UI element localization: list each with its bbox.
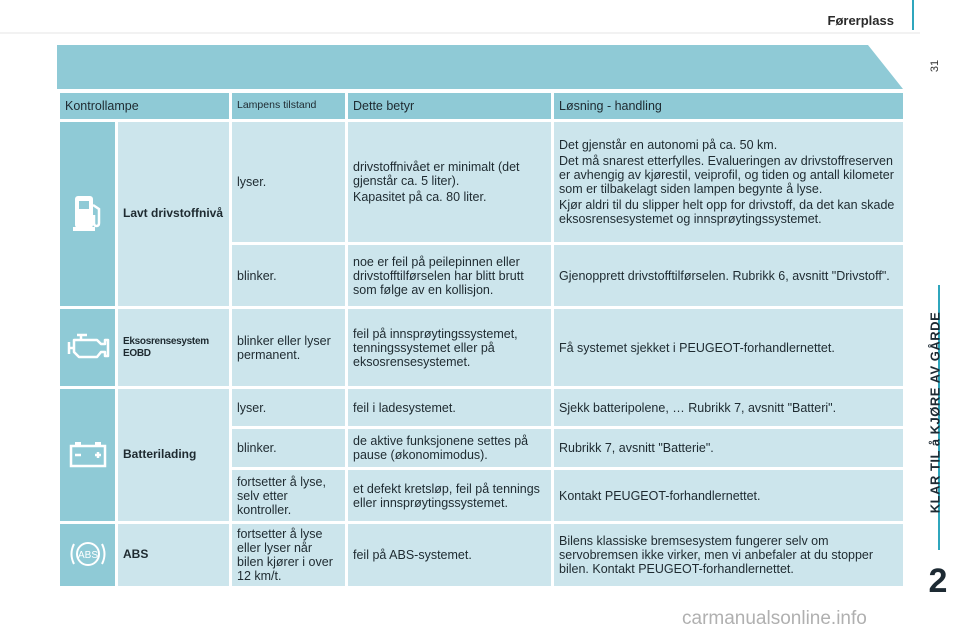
lamp-state: lyser. bbox=[231, 121, 347, 244]
action-text: Det gjenstår en autonomi på ca. 50 km. bbox=[559, 138, 778, 152]
lamp-meaning: et defekt kretsløp, feil på tennings eller innsprøytingssystemet. bbox=[347, 469, 553, 523]
lamp-meaning: feil i ladesystemet. bbox=[347, 388, 553, 428]
lamp-meaning: feil på innsprøytingssystemet, tenningssystemet eller på eksosrensesystemet. bbox=[347, 308, 553, 388]
lamp-action: Gjenopprett drivstofftilførselen. Rubrikk 6, avsnitt "Drivstoff". bbox=[553, 244, 905, 308]
fuel-pump-icon bbox=[59, 121, 117, 308]
page-header-title: Førerplass bbox=[827, 13, 894, 28]
lamp-state: blinker. bbox=[231, 428, 347, 469]
top-accent-line bbox=[912, 0, 914, 30]
abs-icon bbox=[59, 523, 117, 588]
lamp-name: ABS bbox=[117, 523, 231, 588]
lamp-action: Få systemet sjekket i PEUGEOT-forhandlernettet. bbox=[553, 308, 905, 388]
lamp-meaning bbox=[347, 121, 553, 244]
table-header-row bbox=[59, 92, 905, 121]
lamp-meaning: de aktive funksjonene settes på pause (økonomimodus). bbox=[347, 428, 553, 469]
chapter-side-title: KLAR TIL å KJØRE AV GÅRDE bbox=[927, 311, 943, 514]
lamp-state: blinker. bbox=[231, 244, 347, 308]
column-header: Kontrollampe bbox=[59, 92, 231, 121]
lamp-name-cell bbox=[117, 308, 231, 388]
action-text: Kjør aldri til du slipper helt opp for drivstoff, da det kan skade eksosrensesystemet og innsprøytingssystemet. bbox=[559, 198, 895, 226]
lamp-state: lyser. bbox=[231, 388, 347, 428]
column-header: Dette betyr bbox=[347, 92, 553, 121]
lamp-meaning: noe er feil på peilepinnen eller drivstofftilførselen har blitt brutt som følge av en kollisjon. bbox=[347, 244, 553, 308]
table-row bbox=[59, 388, 905, 428]
lamp-name: Lavt drivstoffnivå bbox=[117, 121, 231, 308]
watermark-text: carmanualsonline.info bbox=[682, 608, 867, 629]
lamp-name: Eksosrensesystem bbox=[123, 336, 209, 348]
warning-lamp-table bbox=[57, 90, 906, 589]
lamp-name: EOBD bbox=[123, 347, 151, 359]
meaning-text: drivstoffnivået er minimalt (det gjenstår ca. 5 liter). bbox=[353, 160, 520, 188]
lamp-state: fortsetter å lyse eller lyser når bilen kjører i over 12 km/t. bbox=[231, 523, 347, 588]
lamp-action: Rubrikk 7, avsnitt "Batterie". bbox=[553, 428, 905, 469]
engine-icon bbox=[59, 308, 117, 388]
lamp-action: Sjekk batteripolene, … Rubrikk 7, avsnitt "Batteri". bbox=[553, 388, 905, 428]
lamp-action bbox=[553, 121, 905, 244]
lamp-name: Batterilading bbox=[117, 388, 231, 523]
lamp-action: Bilens klassiske bremsesystem fungerer selv om servobremsen ikke virker, men vi anbefaler at du stopper bilen. Kontakt PEUGEOT-forhandlernettet. bbox=[553, 523, 905, 588]
chapter-number: 2 bbox=[928, 562, 948, 600]
action-text: Det må snarest etterfylles. Evalueringen av drivstoffreserven er avhengig av kjørestil, veiprofil, og tiden og antall kilometer som er tilbakelagt siden lampen begynte å lyse. bbox=[559, 154, 894, 196]
table-row bbox=[59, 308, 905, 388]
lamp-state: blinker eller lyser permanent. bbox=[231, 308, 347, 388]
abs-icon-label: ABS bbox=[77, 549, 98, 561]
lamp-state: fortsetter å lyse, selv etter kontroller. bbox=[231, 469, 347, 523]
header-divider bbox=[0, 32, 920, 34]
battery-icon bbox=[59, 388, 117, 523]
column-header: Løsning - handling bbox=[553, 92, 905, 121]
lamp-action: Kontakt PEUGEOT-forhandlernettet. bbox=[553, 469, 905, 523]
page-number: 31 bbox=[929, 59, 941, 73]
column-header: Lampens tilstand bbox=[231, 92, 347, 121]
lamp-meaning: feil på ABS-systemet. bbox=[347, 523, 553, 588]
table-row bbox=[59, 121, 905, 244]
table-banner bbox=[57, 45, 903, 89]
meaning-text: Kapasitet på ca. 80 liter. bbox=[353, 190, 487, 204]
table-row bbox=[59, 523, 905, 588]
